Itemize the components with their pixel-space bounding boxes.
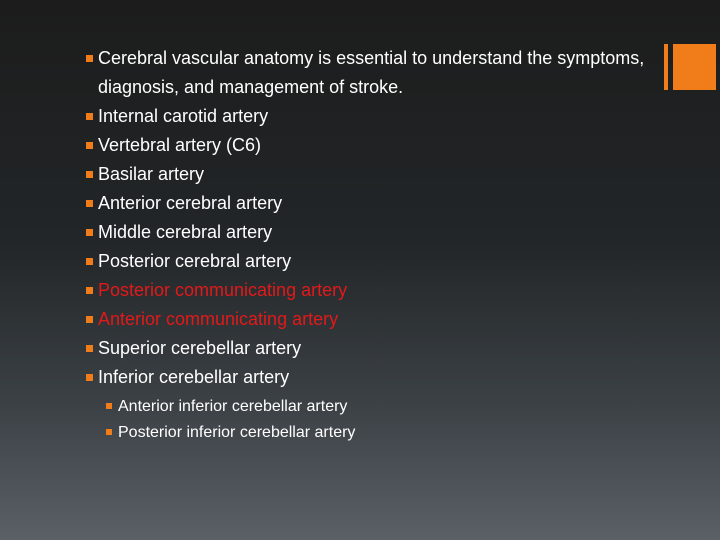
sub-bullet-item: [86, 420, 646, 446]
bullet-text: Posterior inferior cerebellar artery: [118, 424, 356, 441]
bullet-item: [86, 334, 646, 363]
square-bullet-icon: [86, 345, 93, 352]
square-bullet-icon: [86, 113, 93, 120]
bullet-item: [86, 276, 646, 305]
bullet-text: Anterior inferior cerebellar artery: [118, 398, 348, 415]
square-bullet-icon: [86, 55, 93, 62]
bullet-text: Posterior cerebral artery: [98, 251, 292, 271]
bullet-text: Anterior communicating artery: [98, 309, 339, 329]
accent-block: [673, 44, 716, 90]
square-bullet-icon: [86, 200, 93, 207]
sub-bullet-item: [86, 394, 646, 420]
bullet-item: [86, 160, 646, 189]
square-bullet-icon: [106, 429, 112, 435]
bullet-item: [86, 189, 646, 218]
square-bullet-icon: [86, 229, 93, 236]
bullet-item: [86, 44, 646, 102]
square-bullet-icon: [86, 258, 93, 265]
bullet-item: [86, 102, 646, 131]
square-bullet-icon: [106, 403, 112, 409]
bullet-text: Cerebral vascular anatomy is essential to understand the symptoms, diagnosis, and management of stroke.: [98, 48, 645, 97]
bullet-text: Basilar artery: [98, 164, 205, 184]
bullet-list: [86, 44, 646, 446]
square-bullet-icon: [86, 316, 93, 323]
bullet-text: Posterior communicating artery: [98, 280, 348, 300]
bullet-item: [86, 131, 646, 160]
bullet-text: Inferior cerebellar artery: [98, 367, 290, 387]
bullet-text: Anterior cerebral artery: [98, 193, 283, 213]
bullet-item: [86, 305, 646, 334]
bullet-text: Superior cerebellar artery: [98, 338, 302, 358]
square-bullet-icon: [86, 171, 93, 178]
bullet-item: [86, 247, 646, 276]
accent-thin-bar: [664, 44, 668, 90]
accent-decoration: [664, 44, 716, 90]
bullet-text: Vertebral artery (C6): [98, 135, 262, 155]
bullet-item: [86, 363, 646, 392]
bullet-text: Middle cerebral artery: [98, 222, 273, 242]
square-bullet-icon: [86, 287, 93, 294]
square-bullet-icon: [86, 142, 93, 149]
bullet-text: Internal carotid artery: [98, 106, 269, 126]
square-bullet-icon: [86, 374, 93, 381]
bullet-item: [86, 218, 646, 247]
